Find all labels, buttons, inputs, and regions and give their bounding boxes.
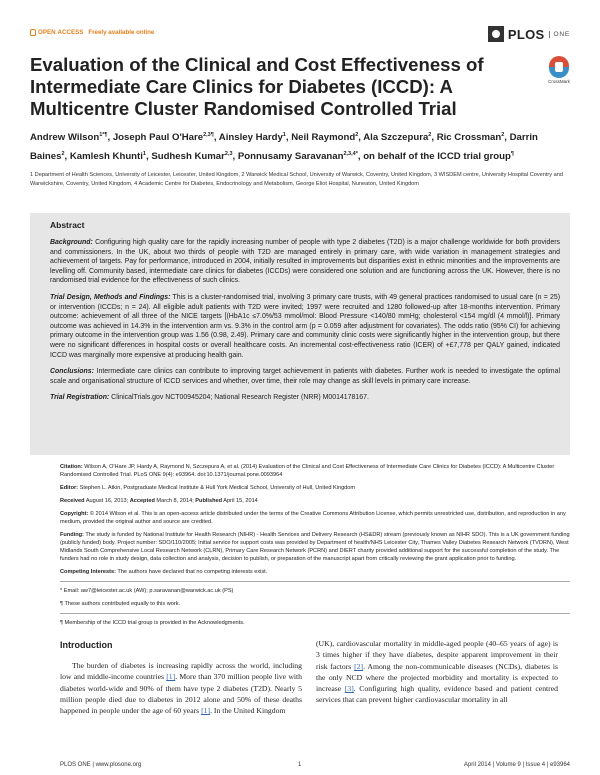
copyright: Copyright: © 2014 Wilson et al. This is an open-access article distributed under the terms of the Creative Commons Attribution License, which permits unrestricted use, distribution, and reproduction in any medium, provided the original author and source are credited. (60, 511, 566, 525)
abstract-background: Background: Configuring high quality care for the rapidly increasing number of people with type 2 diabetes (T2D) is a major challenge worldwide for both providers and commissioners. In the UK, about two thirds of people with T2D are managed entirely in primary care, with wide variation in management strategies and achievement of targets. Pay for performance, introduced in 2004, initially resulted in improvements but disparities exist in ethnic minorities and the improvements are levelling off. Community based, intermediate care clinics for diabetes (ICCDs) were considered one solution and are functioning across the UK. However, there is no randomised trial evidence for the effectiveness of such clinics. (50, 239, 560, 285)
author-affiliation-marker: 1 (142, 151, 146, 157)
one-wordmark: ONE (549, 31, 571, 38)
crossmark-badge[interactable] (546, 56, 572, 84)
affiliations: 1 Department of Health Sciences, University of Leicester, Leicester, United Kingdom, 2 Warwick Medical School, University of Warwick, Coventry, United Kingdom, 3 WISDEM centre, University Hospital Coventry and Warwickshire, Coventry, United Kingdom, 4 Academic Centre for Diabetes, Endocrinology and Metabolism, George Eliot Hospital, Nuneaton, United Kingdom (30, 172, 563, 187)
author-name: Andrew Wilson$^{1*\P}$ (30, 132, 108, 143)
intro-left-column: The burden of diabetes is increasing rapidly across the world, including low and middle-income countries [1]. More than 370 million people live with diabetes world-wide and 90% of them have type 2 diabetes (T2D). Nearly 5 million people died due to diabetes in 2012 alone and 50% of these deaths happened in people under the age of 60 years [1]. In the United Kingdom (60, 661, 302, 716)
citation-link[interactable]: [2] (354, 661, 364, 671)
abstract-methods: Trial Design, Methods and Findings: This is a cluster-randomised trial, involving 3 primary care trusts, with 49 general practices randomised to usual care (n = 25) or intervention (ICCDs; n = 24). All eligible adult patients with T2D were invited; 1997 were recruited and 1280 followed-up after 18-months intervention. Primary outcome: achievement of all three of the NICE targets [(HbA1c ≤7.0%/53 mmol/mol: Blood Pressure <140/80 mmHg; cholesterol <154 mg/dl (4 mmol/l)]. Primary outcome was achieved in 14.3% in the intervention arm vs. 9.3% in the control arm (p = 0.059 after adjustment for covariates). The odds ratio (95% CI) for achieving primary outcome in the intervention group was 1.56 (0.98, 2.49). Primary care and community clinic costs were significantly higher in the intervention group, but there were no significant differences in hospital costs or overall healthcare costs. An incremental cost-effectiveness ratio (ICER) of +£7,778 per QALY gained, indicated ICCD was marginally more expensive at producing health gain. (50, 293, 560, 359)
editor: Editor: Stephen L. Atkin, Postgraduate Medical Institute & Hull York Medical School, University of Hull, United Kingdom (60, 485, 356, 491)
author-affiliation-marker: 1 (282, 132, 286, 138)
funding: Funding: The study is funded by National Institute for Health Research (NIHR) - Health Services and Delivery Research (HS&DR) stream (previously known as NIHR SDO). This is a UK government funding (publicly funded) body. Project number: SDO/110/2005; Initial service for support costs was provided by Department of health/NHS Leicester City, Thames Valley Diabetes Research Network (TVDRN), West Midlands South Comprehensive Local Research Network (CLRN), Primary Care Research Network (PCRN) and DIERT charity provided additional support for the successful completion of the study. The funders had no role in study design, data collection and analysis, decision to publish, or preparation of the manuscript apart from critically reviewing the grant application prior to funding. (60, 532, 570, 562)
author-name: Sudhesh Kumar$^{2,3}$ (151, 151, 233, 162)
author-name: Ala Szczepura$^2$ (363, 132, 432, 143)
abstract-conclusions: Conclusions: Intermediate care clinics can contribute to improving target achievement in patients with diabetes. Further work is needed to investigate the optimal scale and organisational structure of ICCD services and whether, over time, their role may change as skill levels in primary care increase. (50, 368, 560, 385)
article-title: Evaluation of the Clinical and Cost Effectiveness of Intermediate Care Clinics for Diabetes (ICCD): A Multicentre Cluster Randomised Controlled Trial (30, 54, 484, 119)
author-affiliation-marker: 2 (355, 132, 359, 138)
author-affiliation-marker: 2 (501, 132, 505, 138)
crossmark-label: CrossMark (548, 79, 570, 84)
author-affiliation-marker: ¶ (510, 151, 514, 157)
author-affiliation-marker: 2 (61, 151, 65, 157)
plos-wordmark: PLOS (507, 26, 545, 42)
open-lock-icon (30, 29, 36, 36)
author-name: Kamlesh Khunti$^1$ (69, 151, 146, 162)
footer-journal[interactable]: PLOS ONE | www.plosone.org (60, 762, 142, 768)
introduction-heading: Introduction (60, 640, 113, 650)
citation: Citation: Wilson A, O'Hare JP, Hardy A, Raymond N, Szczepura A, et al. (2014) Evaluation of the Clinical and Cost Effectiveness of Intermediate Care Clinics for Diabetes (ICCD): A Multicentre Cluster Randomised Controlled Trial. PLoS ONE 9(4): e93964. doi:10.1371/journal.pone.0093964 (60, 464, 555, 478)
open-access-badge[interactable] (30, 29, 154, 36)
footer-issue: April 2014 | Volume 9 | Issue 4 | e93964 (463, 762, 570, 768)
author-name: Darrin Baines$^2$ (30, 132, 538, 162)
dates: Received August 16, 2013; Accepted March 8, 2014; Published April 15, 2014 (60, 498, 258, 504)
citation-link[interactable]: [3] (344, 684, 354, 694)
author-affiliation-marker: 2,3 (224, 151, 233, 157)
group-membership: ¶ Membership of the ICCD trial group is provided in the Acknowledgments. (60, 620, 245, 626)
author-name: Joseph Paul O'Hare$^{2,3\P}$ (112, 132, 214, 143)
plos-logo-icon (488, 26, 504, 42)
crossmark-icon (549, 56, 569, 78)
author-name: Neil Raymond$^2$ (291, 132, 359, 143)
citation-link[interactable]: [1] (166, 672, 176, 682)
author-affiliation-marker: 1*¶ (99, 132, 108, 138)
author-name: Ponnusamy Saravanan$^{2,3,4*}$ (237, 151, 358, 162)
author-affiliation-marker: 2 (428, 132, 432, 138)
author-list: Andrew Wilson$^{1*\P}$, Joseph Paul O'Hare$^{2,3\P}$, Ainsley Hardy$^1$, Neil Raymond$^2$, Ala Szczepura$^2$, Ric Crossman$^2$, Darrin Baines$^2$, Kamlesh Khunti$^1$, Sudhesh Kumar$^{2,3}$, Ponnusamy Saravanan$^{2,3,4*}$, on behalf of the ICCD trial group¶ (30, 132, 538, 162)
author-affiliation-marker: 2,3¶ (203, 132, 214, 138)
free-label: Freely available online (88, 29, 155, 36)
article-metadata (60, 463, 570, 632)
author-affiliation-marker: 2,3,4* (343, 151, 358, 157)
journal-header (30, 26, 570, 44)
abstract-box (30, 213, 570, 455)
author-name: Ainsley Hardy$^1$ (218, 132, 286, 143)
author-name: on behalf of the ICCD trial group¶ (363, 151, 514, 162)
equal-contribution: ¶ These authors contributed equally to this work. (60, 601, 181, 607)
abstract-heading: Abstract (50, 220, 85, 230)
divider (60, 581, 570, 582)
author-name: Ric Crossman$^2$ (436, 132, 505, 143)
abstract-registration: Trial Registration: ClinicalTrials.gov NCT00945204; National Research Register (NRR) M0014178167. (50, 394, 369, 402)
competing-interests: Competing Interests: The authors have declared that no competing interests exist. (60, 569, 268, 575)
email[interactable]: * Email: aw7@leicester.ac.uk (AW); p.saravanan@warwick.ac.uk (PS) (60, 588, 234, 594)
open-access-label-2: ACCESS (57, 29, 84, 36)
intro-right-column: (UK), cardiovascular mortality in middle-aged people (40–65 years of age) is 3 times higher if they have diabetes, despite apparent improvement in their risk factors [2]. Among the non-communicable diseases (NCDs), diabetes is the only NCD where the projected morbidity and mortality is expected to increase [3]. Configuring high quality, evidence based and patient centred services that can prevent higher cardiovascular mortality in all (316, 639, 558, 705)
citation-link[interactable]: [1] (201, 706, 211, 716)
open-access-label-1: OPEN (38, 29, 56, 36)
plos-one-logo[interactable] (488, 26, 570, 42)
page-number: 1 (298, 762, 302, 768)
divider (60, 613, 570, 614)
